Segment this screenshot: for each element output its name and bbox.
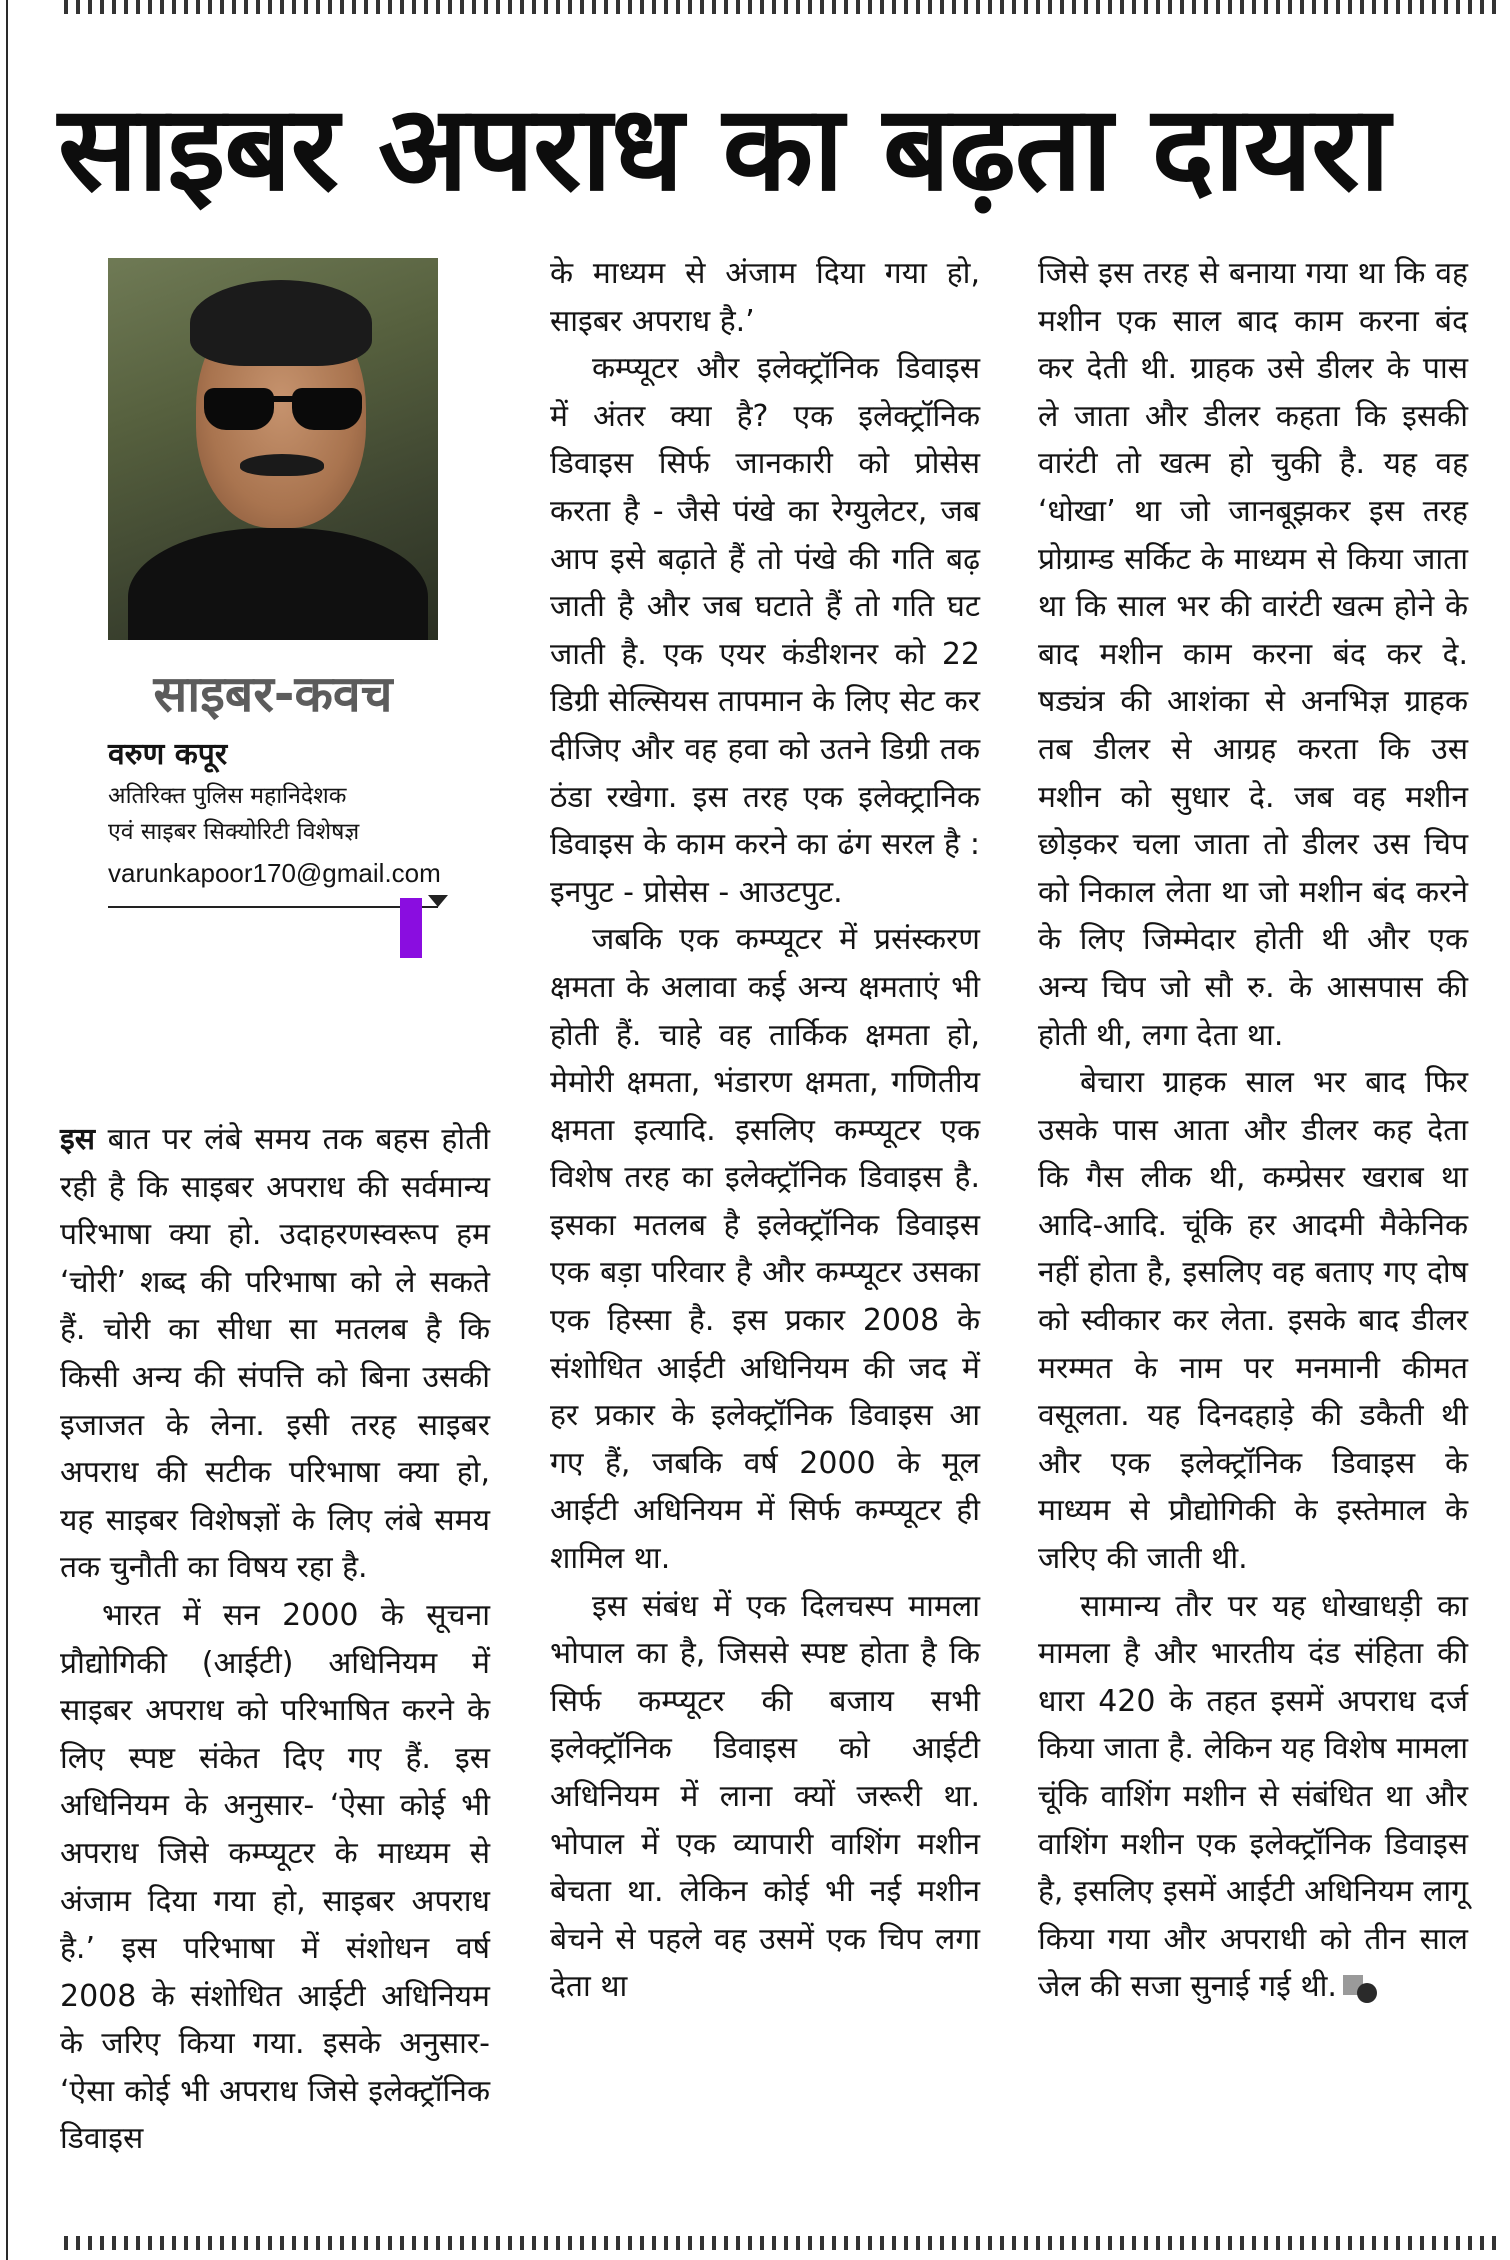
paragraph: इस संबंध में एक दिलचस्प मामला भोपाल का है, जिससे स्पष्ट होता है कि सिर्फ कम्प्यूटर की बजाय सभी इलेक्ट्रॉनिक डिवाइस को आईटी अधिनियम में लाना क्यों जरूरी था. भोपाल में एक व्यापारी वाशिंग मशीन बेचता था. लेकिन कोई भी नई मशीन बेचने से पहले वह उसमें एक चिप लगा देता था — [550, 1588, 980, 2005]
author-name: वरुण कपूर — [108, 737, 228, 772]
paragraph — [1038, 1583, 1468, 2011]
paragraph-text: सामान्य तौर पर यह धोखाधड़ी का मामला है और भारतीय दंड संहिता की धारा 420 के तहत इसमें अपराध दर्ज किया जाता है. लेकिन यह विशेष मामला चूंकि वाशिंग मशीन से संबंधित था और वाशिंग मशीन एक इलेक्ट्रॉनिक डिवाइस है, इसलिए इसमें आईटी अधिनियम लागू किया गया और अपराधी को तीन साल जेल की सजा सुनाई गई थी. — [1038, 1588, 1468, 2005]
author-email: varunkapoor170@gmail.com — [108, 858, 441, 888]
bottom-dashed-rule — [64, 2236, 1500, 2250]
paragraph: के माध्यम से अंजाम दिया गया हो, साइबर अपराध है.’ — [550, 256, 980, 339]
sunglasses — [204, 388, 364, 430]
page-left-rule — [6, 0, 8, 2260]
author-photo — [108, 258, 438, 640]
paragraph-text: बात पर लंबे समय तक बहस होती रही है कि साइबर अपराध की सर्वमान्य परिभाषा क्या हो. उदाहरणस्वरूप हम ‘चोरी’ शब्द की परिभाषा को ले सकते हैं. चोरी का सीधा सा मतलब है कि किसी अन्य की संपत्ति को बिना उसकी इजाजत के लेना. इसी तरह साइबर अपराध की सटीक परिभाषा क्या हो, यह साइबर विशेषज्ञों के लिए लंबे समय तक चुनौती का विषय रहा है. — [60, 1122, 490, 1586]
purple-marker-bar — [400, 898, 422, 958]
article-column-1 — [60, 1116, 490, 2163]
paragraph: जबकि एक कम्प्यूटर में प्रसंस्करण क्षमता के अलावा कई अन्य क्षमताएं भी होती हैं. चाहे वह तार्किक क्षमता हो, मेमोरी क्षमता, भंडारण क्षमता, गणितीय क्षमता इत्यादि. इसलिए कम्प्यूटर एक विशेष तरह का इलेक्ट्रॉनिक डिवाइस है. इसका मतलब है इलेक्ट्रॉनिक डिवाइस एक बड़ा परिवार है और कम्प्यूटर उसका एक हिस्सा है. इस प्रकार 2008 के संशोधित आईटी अधिनियम की जद में हर प्रकार के इलेक्ट्रॉनिक डिवाइस आ गए हैं, जबकि वर्ष 2000 के मूल आईटी अधिनियम में सिर्फ कम्प्यूटर ही शामिल था. — [550, 922, 980, 1577]
byline-arrow-icon — [428, 895, 448, 907]
paragraph: भारत में सन 2000 के सूचना प्रौद्योगिकी (आईटी) अधिनियम में साइबर अपराध को परिभाषित करने के लिए स्पष्ट संकेत दिए गए हैं. इस अधिनियम के अनुसार- ‘ऐसा कोई भी अपराध जिसे कम्प्यूटर के माध्यम से अंजाम दिया गया हो, साइबर अपराध है.’ इस परिभाषा में संशोधन वर्ष 2008 के संशोधित आईटी अधिनियम के जरिए किया गया. इसके अनुसार- ‘ऐसा कोई भी अपराध जिसे इलेक्ट्रॉनिक डिवाइस — [60, 1597, 490, 2157]
column-name: साइबर-कवच — [153, 665, 393, 723]
article-column-3 — [1038, 250, 1468, 2011]
lead-word: इस — [60, 1122, 96, 1157]
paragraph: जिसे इस तरह से बनाया गया था कि वह मशीन एक साल बाद काम करना बंद कर देती थी. ग्राहक उसे डीलर के पास ले जाता और डीलर कहता कि इसकी वारंटी तो खत्म हो चुकी है. यह वह ‘धोखा’ था जो जानबूझकर इस तरह प्रोग्राम्ड सर्किट के माध्यम से किया जाता था कि साल भर की वारंटी खत्म होने के बाद मशीन काम करना बंद कर दे. षड्यंत्र की आशंका से अनभिज्ञ ग्राहक तब डीलर से आग्रह करता कि उस मशीन को सुधार दे. जब वह मशीन छोड़कर चला जाता तो डीलर उस चिप को निकाल लेता था जो मशीन बंद करने के लिए जिम्मेदार होती थी और एक अन्य चिप जो सौ रु. के आसपास की होती थी, लगा देता था. — [1038, 256, 1468, 1053]
paragraph — [60, 1116, 490, 1592]
paragraph: बेचारा ग्राहक साल भर बाद फिर उसके पास आता और डीलर कह देता कि गैस लीक थी, कम्प्रेसर खराब था आदि-आदि. चूंकि हर आदमी मैकेनिक नहीं होता है, इसलिए वह बताए गए दोष को स्वीकार कर लेता. इसके बाद डीलर मरम्मत के नाम पर मनमानी कीमत वसूलता. यह दिनदहाड़े की डकैती थी और एक इलेक्ट्रॉनिक डिवाइस के माध्यम से प्रौद्योगिकी के इस्तेमाल के जरिए की जाती थी. — [1038, 1065, 1468, 1577]
headline: साइबर अपराध का बढ़ता दायरा — [58, 79, 1390, 217]
author-title-line1: अतिरिक्त पुलिस महानिदेशक — [108, 783, 347, 809]
byline-underline — [108, 906, 438, 908]
author-title-line2: एवं साइबर सिक्योरिटी विशेषज्ञ — [108, 819, 360, 845]
paragraph: कम्प्यूटर और इलेक्ट्रॉनिक डिवाइस में अंतर क्या है? एक इलेक्ट्रॉनिक डिवाइस सिर्फ जानकारी को प्रोसेस करता है - जैसे पंखे का रेग्युलेटर, जब आप इसे बढ़ाते हैं तो पंखे की गति बढ़ जाती है और जब घटाते हैं तो गति घट जाती है. एक एयर कंडीशनर को 22 डिग्री सेल्सियस तापमान के लिए सेट कर दीजिए और वह हवा को उतने डिग्री तक ठंडा रखेगा. इस तरह एक इलेक्ट्रानिक डिवाइस के काम करने का ढंग सरल है : इनपुट - प्रोसेस - आउटपुट. — [550, 351, 980, 910]
article-column-2 — [550, 250, 980, 2011]
end-of-article-icon — [1343, 1975, 1379, 2001]
top-dashed-rule — [64, 0, 1500, 14]
